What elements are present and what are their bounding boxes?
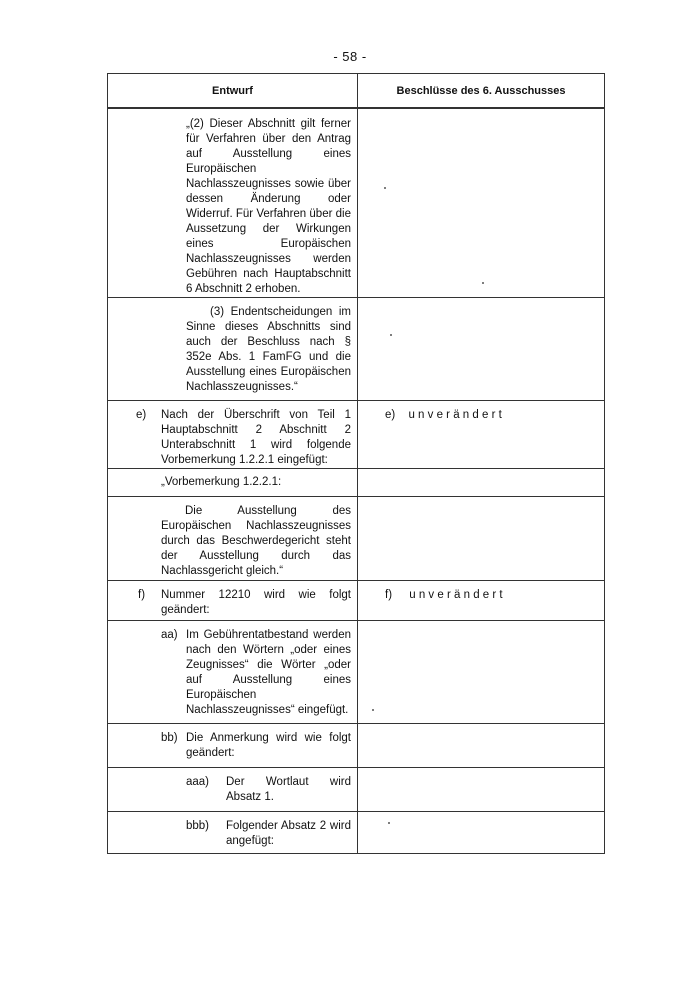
item-aaa-text: Der Wortlaut wird Absatz 1. bbox=[226, 776, 351, 803]
header-entwurf: Entwurf bbox=[108, 74, 358, 109]
comparison-table bbox=[107, 73, 605, 854]
vorbemerkung-heading: „Vorbemerkung 1.2.2.1: bbox=[161, 476, 282, 488]
paragraph-3: (3) Endentscheidungen im Sinne dieses Abschnitts sind auch der Beschluss nach § 352e Abs. 1 FamFG und die Ausstellung eines Europäischen Nachlasszeugnisses.“ bbox=[186, 306, 351, 393]
item-e-text: Nach der Überschrift von Teil 1 Hauptabschnitt 2 Abschnitt 2 Unterabschnitt 1 wird folgende Vorbemerkung 1.2.2.1 eingefügt: bbox=[161, 409, 351, 466]
item-aaa-marker: aaa) bbox=[186, 776, 210, 788]
item-e-right-marker: e) bbox=[385, 409, 396, 421]
item-bbb-text: Folgender Absatz 2 wird angefügt: bbox=[226, 820, 351, 847]
item-aa-marker: aa) bbox=[161, 629, 178, 641]
item-f-text: Nummer 12210 wird wie folgt geändert: bbox=[161, 589, 351, 616]
item-f-status: unverändert bbox=[409, 589, 506, 601]
item-bbb-marker: bbb) bbox=[186, 820, 210, 832]
paragraph-2: „(2) Dieser Abschnitt gilt ferner für Verfahren über den Antrag auf Ausstellung eines Europäischen Nachlasszeugnisses sowie über dessen Änderung oder Widerruf. Für Verfahren über die Aussetzung der Wirkungen eines Europäischen Nachlasszeugnisses werden Gebühren nach Hauptabschnitt 6 Abschnitt 2 erhoben. bbox=[186, 118, 351, 295]
item-f-marker: f) bbox=[138, 589, 146, 601]
item-e-marker: e) bbox=[136, 409, 147, 421]
page-number: - 58 - bbox=[333, 49, 367, 64]
header-beschluesse: Beschlüsse des 6. Ausschusses bbox=[358, 74, 605, 109]
item-bb-marker: bb) bbox=[161, 732, 178, 744]
item-f-right-marker: f) bbox=[385, 589, 393, 601]
item-bb-text: Die Anmerkung wird wie folgt geändert: bbox=[186, 732, 351, 759]
item-e-status: unverändert bbox=[408, 409, 506, 421]
vorbemerkung-text: Die Ausstellung des Europäischen Nachlasszeugnisses durch das Beschwerdegericht steht der Ausstellung durch das Nachlassgericht gleich.“ bbox=[161, 505, 351, 577]
item-aa-text: Im Gebührentatbestand werden nach den Wörtern „oder eines Zeugnisses“ die Wörter „oder auf Ausstellung eines Europäischen Nachlasszeugnisses“ eingefügt. bbox=[186, 629, 351, 716]
